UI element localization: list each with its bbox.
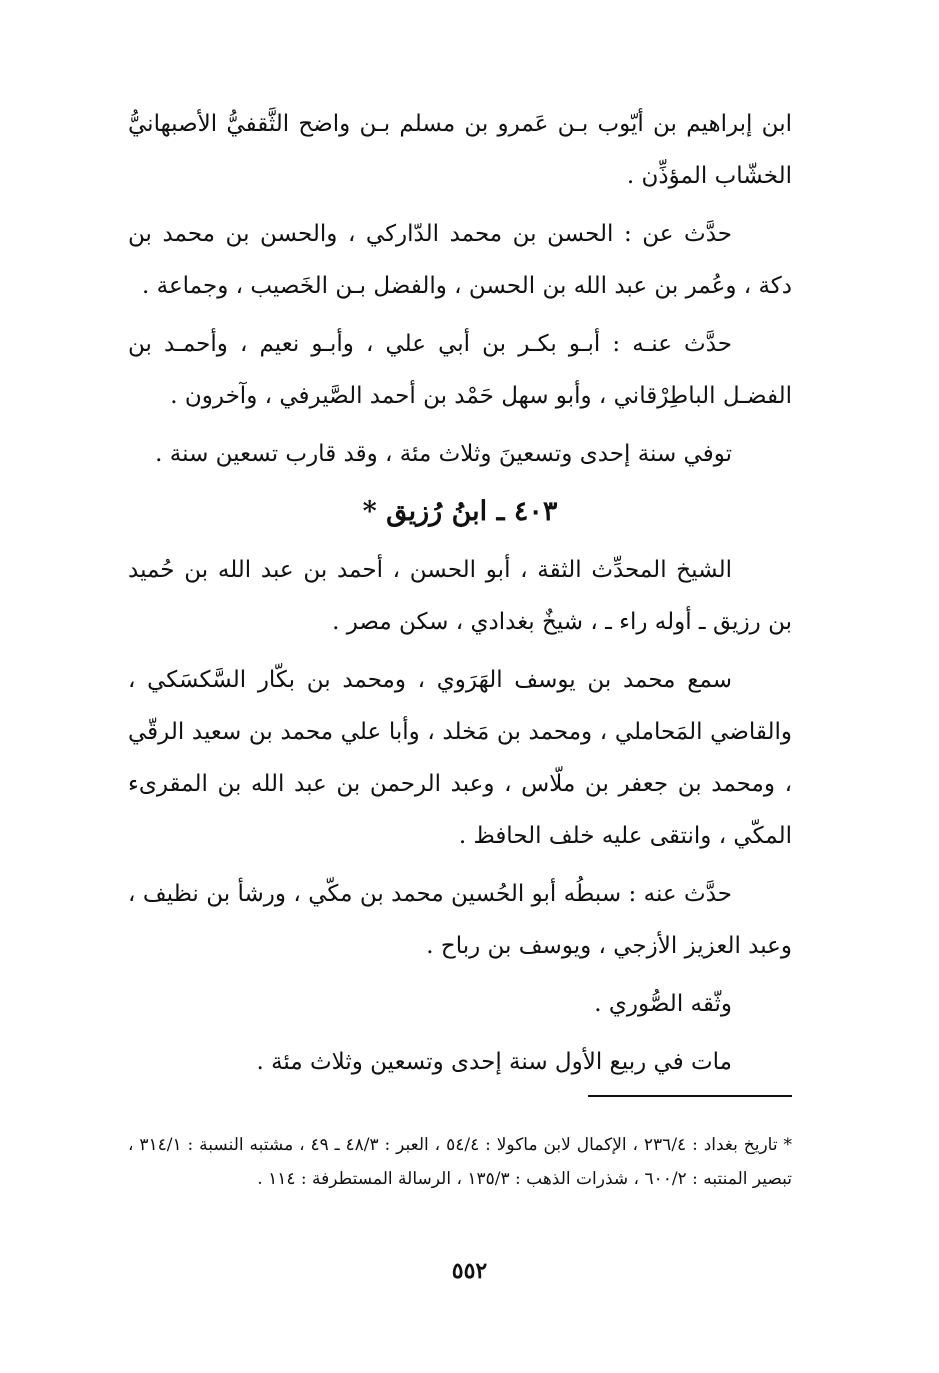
- entry-403-narrated-by: حدَّث عنه : سبطُه أبو الحُسين محمد بن مكّي ، ورشأ بن نظيف ، وعبد العزيز الأزجي ، ويوسف بن رباح .: [128, 881, 792, 959]
- page-body: [128, 98, 792, 1094]
- entry-402-name-line: ابن إبراهيم بن أيّوب بـن عَمرو بن مسلم بـن واضح الثَّقفيُّ الأصبهانيُّ الخشّاب المؤذِّن .: [128, 111, 792, 189]
- entry-403-heard: سمع محمد بن يوسف الهَرَوي ، ومحمد بن بكّار السَّكسَكي ، والقاضي المَحاملي ، ومحمد بن مَخلد ، وأبا علي محمد بن سعيد الرقّي ، ومحمد بن جعفر بن ملّاس ، وعبد الرحمن بن عبد الله بن المقرىء المكّي ، وانتقى عليه خلف الحافظ .: [128, 667, 792, 849]
- entry-403-intro: الشيخ المحدِّث الثقة ، أبو الحسن ، أحمد بن عبد الله بن حُميد بن رزيق ـ أوله راء ـ ، شيخٌ بغدادي ، سكن مصر .: [128, 557, 792, 635]
- entry-402-heard-from: حدَّث عن : الحسن بن محمد الدّاركي ، والحسن بن محمد بن دكة ، وعُمر بن عبد الله بن الحسن ، والفضل بـن الخَصيب ، وجماعة .: [128, 221, 792, 299]
- page-number: ٥٥٢: [451, 1258, 488, 1284]
- entry-403-heading: ٤٠٣ ـ ابنُ رُزيق *: [362, 496, 558, 527]
- footnote-divider: [588, 1095, 792, 1097]
- entry-402-death: توفي سنة إحدى وتسعينَ وثلاث مئة ، وقد قارب تسعين سنة .: [155, 441, 732, 467]
- entry-403-trust: وثّقه الصُّوري .: [594, 991, 732, 1017]
- entry-402-narrated-by: حدَّث عنـه : أبـو بكـر بن أبي علي ، وأبـو نعيم ، وأحمـد بن الفضـل الباطِرْقاني ، وأبو سهل حَمْد بن أحمد الصَّيرفي ، وآخرون .: [128, 331, 792, 409]
- footnote: * تاريخ بغداد : ٢٣٦/٤ ، الإكمال لابن ماكولا : ٥٤/٤ ، العبر : ٤٨/٣ ـ ٤٩ ، مشتبه النسبة : ٣١٤/١ ، تبصير المنتبه : ٦٠٠/٢ ، شذرات الذهب : ١٣٥/٣ ، الرسالة المستطرفة : ١١٤ .: [128, 1135, 792, 1189]
- entry-403-death: مات في ربيع الأول سنة إحدى وتسعين وثلاث مئة .: [256, 1049, 732, 1075]
